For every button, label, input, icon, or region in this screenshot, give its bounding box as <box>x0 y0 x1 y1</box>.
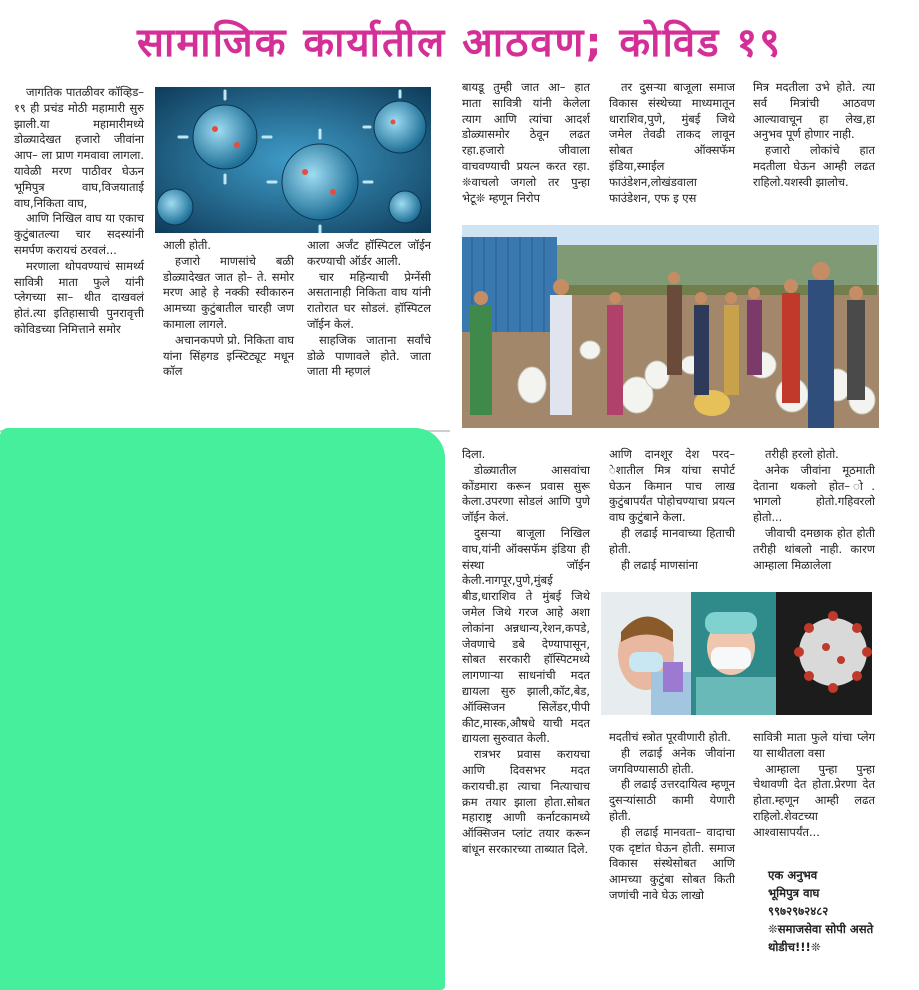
paragraph: दुसऱ्या बाजूला निखिल वाघ,यांनी ऑक्सफॅम इंडिया ही संस्था जॉईन केली.नागपूर,पुणे,मुंबई बीड,धाराशिव ते मुंबई जिथे जमेल जिथे गरज आहे अशा लोकांना अन्नधान्य,रेशन,कपडे, जेवणाचे डबे देण्यापासून, सोबत सरकारी हॉस्पिटमध्ये लागणाऱ्या साधनांची मदत द्यायला सुरु झाली,कॉट,बेड, ऑक्सिजन सिलेंडर,पीपी कीट,मास्क,औषधे याची मदत द्यायला सुरुवात केली. <box>462 525 590 746</box>
paragraph: मदतीचं स्त्रोत पूरवीणारी होती. <box>609 730 731 744</box>
paragraph: आणि निखिल वाघ या एकाच कुटुंबातल्या चार सदस्यांनी समर्पण करायचं ठरवलं... <box>14 211 144 257</box>
paragraph: डोळ्यातील आसवांचा कोंडमारा करून प्रवास सुरू केला.उपरणा सोडलं आणि पुणे जॉईन केलं. <box>462 462 590 525</box>
paragraph: तरीही हरलो होतो. <box>765 447 839 461</box>
paragraph: मरणाला थोपवण्याचं सामर्थ्य सावित्री माता फुले यांनी प्लेगच्या सा– थीत दाखवलं होतं.त्या इतिहासाची पुनरावृत्ती कोविडच्या निमित्ताने समोर <box>14 258 144 336</box>
paragraph: रात्रभर प्रवास करायचा आणि दिवसभर मदत करायची.हा त्याचा नित्याचाच क्रम तयार झाला होता.सोबत महाराष्ट्र आणी कर्नाटकामध्ये ऑक्सिजन प्लांट तयार करून बांधून सरकारच्या ताब्यात दिले. <box>462 747 590 856</box>
article-column-5-mid <box>609 447 735 573</box>
author-name: भूमिपुत्र वाघ <box>768 886 820 900</box>
paragraph: आम्हाला पुन्हा पुन्हा चेथावणी देत होता.प्रेरणा देत होता.म्हणून आम्ही लढत राहिलो.शेवटच्या आश्वासापर्यंत... <box>753 761 875 839</box>
article-column-6-bottom <box>753 730 875 841</box>
article-column-5-top <box>609 80 735 206</box>
signature-line: एक अनुभव <box>768 868 818 882</box>
medical-collage-photo <box>601 592 872 715</box>
paragraph: सावित्री माता फुले यांचा प्लेग या साथीतला वसा <box>753 730 875 760</box>
headline-text: सामाजिक कार्यातील आठवण; कोविड १९ <box>136 19 783 66</box>
paragraph: ही लढाई मानवता– वादाचा एक दृष्टांत घेऊन होती. समाज विकास संस्थेसोबत आणि आमच्या कुटुंबा सोबत किती जणांची नावे घेऊ लाखो <box>609 824 735 902</box>
paragraph: अचानकपणे प्रो. निकिता वाघ यांना सिंहगड इन्स्टिट्यूट मधून कॉल <box>163 332 295 379</box>
article-column-6-mid <box>753 447 875 573</box>
paragraph: जीवाची दमछाक होत होती तरीही थांबलो नाही. कारण आम्हाला मिळालेला <box>753 525 875 572</box>
paragraph: जागतिक पातळीवर कॉव्हिड–१९ ही प्रचंड मोठी महामारी सुरु झाली.या महामारीमध्ये डोळ्यादेखत हजारो जीवांना आप– ला प्राण गमवावा लागला. यावेळी मरण पाठीवर घेऊन भूमिपुत्र वाघ,विजयाताई वाघ,निकिता वाघ, <box>14 85 144 210</box>
article-column-2 <box>163 238 294 380</box>
paragraph: बायडू तुम्ही जात आ– हात माता सावित्री यांनी केलेला त्याग आणि त्यांचा आदर्श डोळ्यासमोर ठेवून लढत रहा.हजारो जीवाला वाचवण्याची प्रयत्न करत रहा. ❊वाचलो जगलो तर पुन्हा भेटू❊ म्हणून निरोप <box>462 80 590 205</box>
article-column-6-top <box>753 80 875 191</box>
paragraph: साहजिक जाताना सर्वांचे डोळे पाणावले होते. जाता जाता मी म्हणलं <box>307 332 431 379</box>
paragraph: ही लढाई मानवाच्या हिताची होती. <box>609 525 735 556</box>
coronavirus-photo <box>155 87 431 233</box>
author-phone: ९९७२९७२४८२ <box>768 904 829 918</box>
paragraph: ही लढाई अनेक जीवांना जगविण्यासाठी होती. <box>609 745 735 776</box>
paragraph: मित्र मदतीला उभे होते. त्या सर्व मित्रांची आठवण आल्यावाचून हा लेख,हा अनुभव पूर्ण होणार नाही. <box>753 80 875 142</box>
paragraph: आला अर्जंट हॉस्पिटल जॉईन करण्याची ऑर्डर आली. <box>307 238 431 268</box>
article-column-5-bottom <box>609 730 735 904</box>
paragraph: हजारो लोकांचे हात मदतीला घेऊन आम्ही लढत राहिलो.यशस्वी झालोच. <box>753 143 875 189</box>
paragraph: आली होती. <box>163 238 211 252</box>
paragraph: चार महिन्याची प्रेग्नेंसी असतानाही निकिता वाघ यांनी रातोरात घर सोडलं. हॉस्पिटल जॉईन केलं. <box>307 269 431 331</box>
article-column-4-bottom <box>462 447 590 858</box>
paragraph: ही लढाई उत्तरदायित्व म्हणून दुसऱ्यांसाठी कामी येणारी होती. <box>609 777 735 823</box>
signature-tagline: ❊समाजसेवा सोपी असते थोडीच!!!❊ <box>768 922 874 954</box>
article-column-1 <box>14 85 144 338</box>
redaction-overlay <box>0 428 445 990</box>
paragraph: आणि दानशूर देश परद– ेशातील मित्र यांचा सपोर्ट घेऊन किमान पाच लाख कुटुंबापर्यंत पोहोचण्याचा प्रयत्न वाघ कुटुंबाने केला. <box>609 447 735 525</box>
paragraph: ही लढाई माणसांना <box>621 557 698 572</box>
article-column-4-top <box>462 80 590 206</box>
paragraph: अनेक जीवांना मूठमाती देताना थकलो होत– ो. भागलो होतो.गहिवरलो होतो... <box>753 462 875 525</box>
relief-distribution-photo <box>462 225 879 428</box>
paragraph: हजारो माणसांचे बळी डोळ्यादेखत जात हो– ते. समोर मरण आहे हे नक्की स्वीकारुन आमच्या कुटुंबातील चारही जण कामाला लागले. <box>163 253 294 331</box>
author-signature <box>768 866 880 956</box>
article-column-3 <box>307 238 431 380</box>
article-headline <box>0 0 919 80</box>
paragraph: दिला. <box>462 447 486 461</box>
paragraph: तर दुसऱ्या बाजूला समाज विकास संस्थेच्या माध्यमातून धाराशिव,पुणे, मुंबई जिथे जमेल तेवढी ताकद लावून सोबत ऑक्सफॅम इंडिया,स्माईल फाउंडेशन,लोखंडवाला फाउंडेशन, एफ इ एस <box>609 80 735 205</box>
